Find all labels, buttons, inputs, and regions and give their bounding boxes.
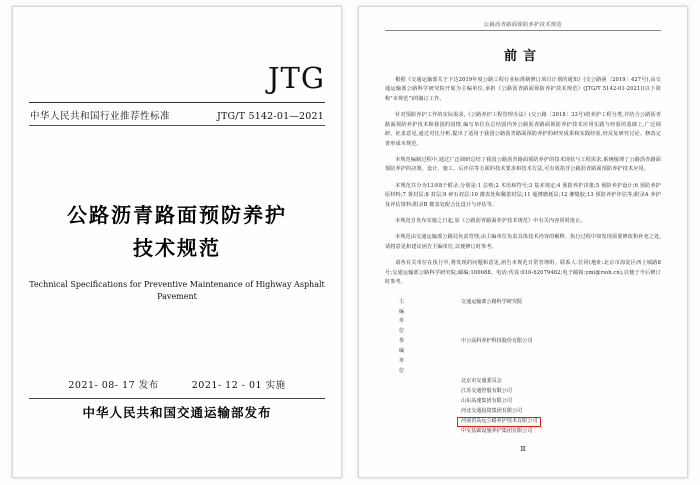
effective-date: 2021- 12 - 01 实施 (191, 380, 286, 391)
cover-top-rule (29, 102, 325, 103)
standard-category: 中华人民共和国行业推荐性标准 (30, 111, 171, 122)
cover-bottom-rule (29, 398, 325, 399)
preface-content (385, 21, 661, 463)
unit-row (385, 337, 661, 377)
cover-title-block (29, 200, 325, 303)
unit-value: 中交基础设施养护集团有限公司 (461, 428, 533, 435)
page-folio: Ⅲ (520, 446, 526, 453)
unit-row (385, 427, 661, 437)
unit-value: 中公高科养护科技股份有限公司 (461, 338, 533, 345)
preface-paragraph: 本规范自发布实施之日起,原《公路沥青路面养护技术规范》中有关内容同时废止。 (395, 218, 586, 225)
unit-row (385, 298, 661, 338)
preface-page (358, 6, 688, 478)
unit-row (385, 377, 661, 387)
unit-row (385, 407, 661, 417)
unit-row (385, 397, 661, 407)
unit-row-highlighted (385, 417, 661, 427)
cover-header-rule (29, 125, 325, 126)
cover-dates (29, 377, 325, 391)
cover-issuer: 中华人民共和国交通运输部发布 (82, 405, 272, 420)
preface-title: 前言 (503, 49, 542, 64)
cover-page (12, 6, 342, 478)
preface-paragraph: 本规范共分为13章8个附录,分别是:1 总则;2 术语和符号;3 基本规定;4 预防养护决策;5 预防养护设计;6 预防养护原材料;7 雾封层;8 封层;9 碎石封层;10 微表处和稀浆封层;11 超薄磨耗层;12 灌缝胶;13 预防养护评估等;附录A 养护及评估资料;附录B 微表处配合比设计与评估等。 (385, 182, 661, 208)
unit-value: 江苏交通控股有限公司 (461, 387, 512, 394)
preface-body (385, 76, 661, 288)
unit-label: 参 编 单 位 (399, 338, 407, 375)
unit-row (385, 387, 661, 397)
unit-list (385, 298, 661, 437)
preface-paragraph: 根据《交通运输部关于下达2019年度公路工程行业标准制修订项目计划的通知》(交公路函〔2019〕427号),由交通运输部公路科学研究院开展为主编单位,承担《公路沥青路面预防养护技术规范》(JTG/T 5142-01-2021)(以下简称"本规范")的制订工作。 (385, 77, 661, 102)
running-head: 公路沥青路面预防养护技术规范 (483, 22, 563, 28)
unit-value: 交通运输部公路科学研究院 (461, 298, 523, 305)
unit-value-container (415, 417, 661, 427)
standard-header (29, 108, 325, 122)
cover-title-english (29, 279, 325, 303)
standard-number: JTG/T 5142-01—2021 (216, 111, 324, 122)
preface-paragraph: 请各有关单位在执行中,将发现的问题和意见,函告本规范日常管理组。联系人:位同(地址:北京市海淀区西土城路8号;交通运输部公路科学研究院;邮编:100088。电话:传真:010-62079462;电子邮箱:ymi@rioh.cn),以便于今后修订时参考。 (385, 260, 661, 286)
cover-title-english-line2: Pavement (157, 292, 197, 301)
issue-date: 2021- 08- 17 发布 (68, 380, 159, 391)
preface-paragraph: 本规范由交通运输部公路局负责管理,由主编单位负责具体技术内容的解释。执行过程中如发现需要修改和补充之处,请将意见和建议函告主编单位,以便修订时参考。 (385, 234, 661, 250)
preface-paragraph: 针对预防养护工作的实际需求,《公路养护工程管理办法》(交公路〔2018〕33号)的养护工程分类,并结合公路沥青路面预防养护技术和我国的国情,编写单位在总结国内外公路沥青路面预防养护技术应用实践与经验的基础上,广泛调研、征求意见,通过对比分析,提出了适用于我国公路沥青路面预防养护的研究成果和实践经验,经反复研究讨论、修改完善形成本规范。 (385, 112, 661, 147)
running-head-rule (385, 30, 661, 31)
cover-title-english-line1: Technical Specifications for Preventive Maintenance of Highway Asphalt (29, 280, 325, 289)
cover-title-line2: 技术规范 (133, 236, 221, 260)
jtg-logo: JTG (267, 61, 325, 95)
unit-value: 河北交通投资集团有限公司 (461, 407, 523, 414)
unit-label: 主 编 单 位 (399, 298, 407, 335)
cover-content (29, 17, 325, 465)
preface-paragraph: 本规范编制过程中,通过广泛调研总结了我国公路沥青路面预防养护的技术现状与工程需求,系统梳理了公路沥青路面预防养护的决策、设计、施工、后评估等方面的技术要求和技术方法,可有效指导公路沥青路面预防养护技术应用。 (385, 156, 661, 173)
cover-title-line1: 公路沥青路面预防养护 (67, 203, 287, 227)
highlighted-unit-value: 河南省高远公路养护技术有限公司 (457, 417, 541, 427)
unit-value: 山东高速集团有限公司 (461, 397, 512, 404)
unit-value: 北京市交通委员会 (461, 377, 502, 384)
